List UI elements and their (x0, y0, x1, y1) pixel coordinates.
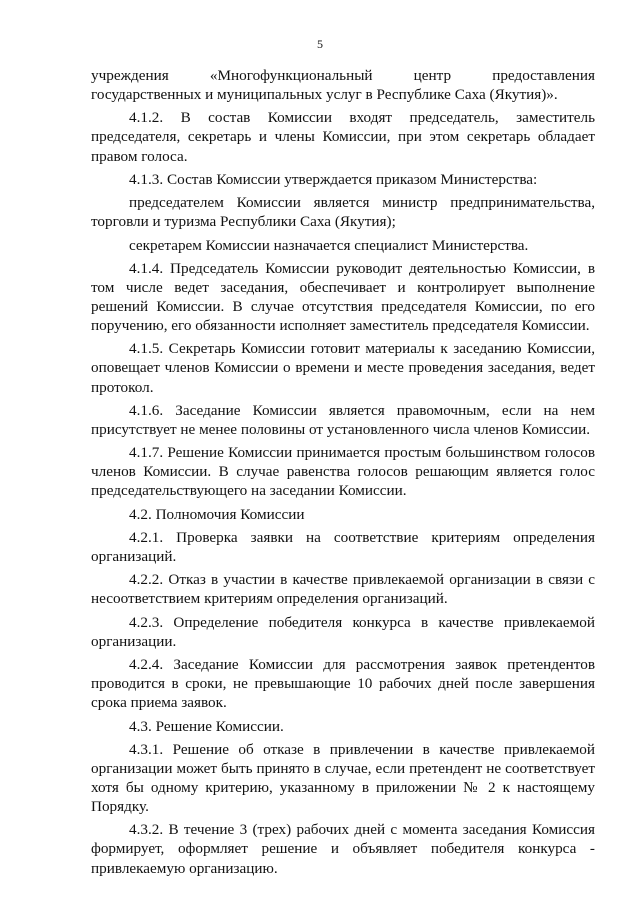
paragraph: 4.3.1. Решение об отказе в привлечении в качестве привлекаемой организации может быть принято в случае, если претендент не соответствует хотя бы одному критерию, указанному в приложении № 2 к настоящему Порядку. (91, 740, 595, 816)
paragraph: 4.2.4. Заседание Комиссии для рассмотрения заявок претендентов проводится в сроки, не превышающие 10 рабочих дней после завершения срока приема заявок. (91, 656, 595, 712)
paragraph: 4.2.1. Проверка заявки на соответствие критериям определения организаций. (91, 528, 595, 566)
paragraph: 4.2. Полномочия Комиссии (129, 505, 305, 523)
paragraph: 4.1.2. В состав Комиссии входят председатель, заместитель председателя, секретарь и члены Комиссии, при этом секретарь обладает правом голоса. (91, 109, 595, 165)
paragraph: 4.3. Решение Комиссии. (129, 717, 284, 735)
paragraph: 4.1.6. Заседание Комиссии является правомочным, если на нем присутствует не менее половины от установленного числа членов Комиссии. (91, 401, 595, 438)
page-number: 5 (317, 37, 323, 51)
paragraph: 4.3.2. В течение 3 (трех) рабочих дней с момента заседания Комиссия формирует, оформляет решение и объявляет победителя конкурса - привлекаемую организацию. (91, 821, 595, 877)
paragraph: 4.1.3. Состав Комиссии утверждается приказом Министерства: (129, 170, 538, 188)
paragraph: 4.1.4. Председатель Комиссии руководит деятельностью Комиссии, в том числе ведет заседания, обеспечивает и контролирует выполнение решений Комиссии. В случае отсутствия председателя Комиссии, по его поручению, его обязанности исполняет заместитель председателя Комиссии. (91, 259, 595, 335)
paragraph: 4.1.5. Секретарь Комиссии готовит материалы к заседанию Комиссии, оповещает членов Комиссии о времени и месте проведения заседания, ведет протокол. (91, 340, 595, 396)
paragraph: 4.2.2. Отказ в участии в качестве привлекаемой организации в связи с несоответствием критериям определения организаций. (91, 571, 595, 608)
paragraph: 4.1.7. Решение Комиссии принимается простым большинством голосов членов Комиссии. В случае равенства голосов решающим является голос председательствующего на заседании Комиссии. (91, 444, 595, 500)
paragraph: 4.2.3. Определение победителя конкурса в качестве привлекаемой организации. (91, 613, 595, 650)
paragraph: учреждения «Многофункциональный центр предоставления государственных и муниципальных услуг в Республике Саха (Якутия)». (91, 67, 595, 104)
paragraph: секретарем Комиссии назначается специалист Министерства. (129, 236, 529, 254)
paragraph: председателем Комиссии является министр предпринимательства, торговли и туризма Республики Саха (Якутия); (91, 194, 595, 231)
document-body (91, 66, 595, 882)
